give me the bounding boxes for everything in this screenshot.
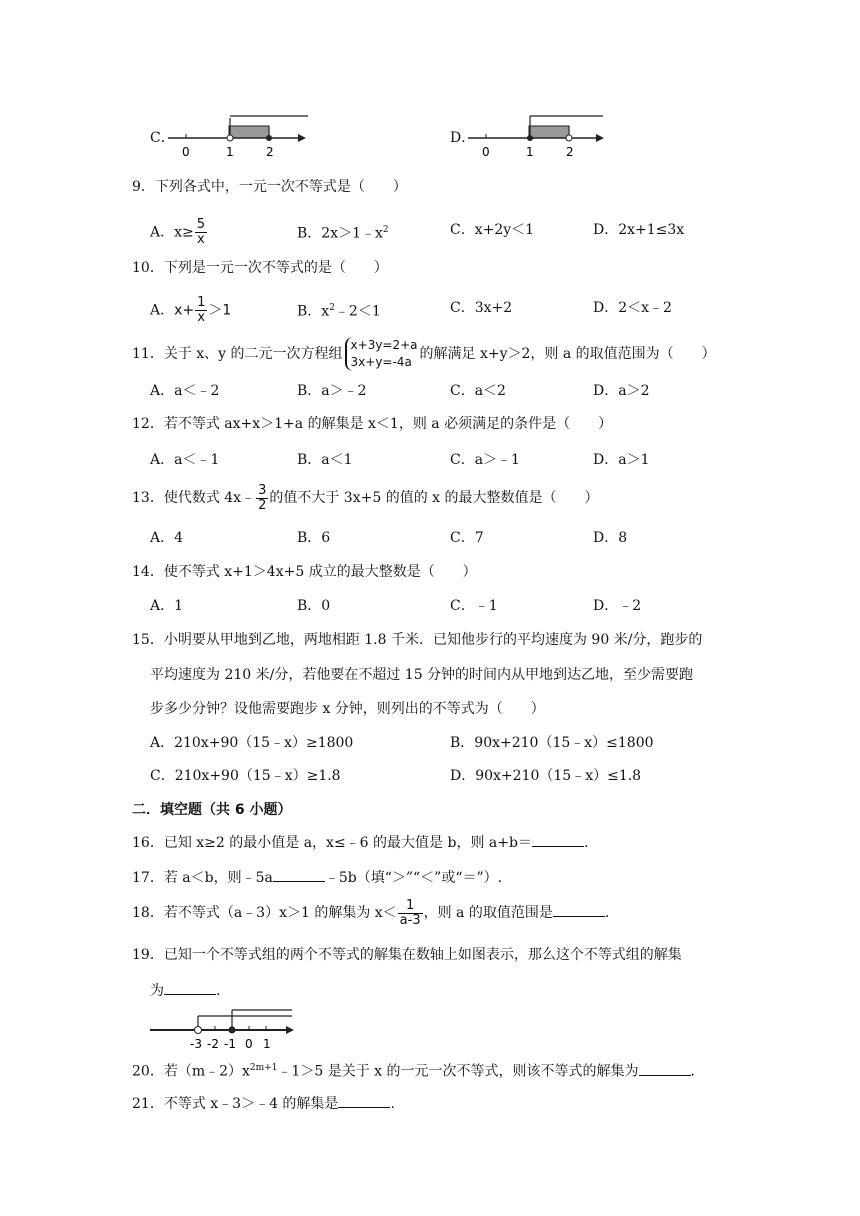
q10-a-fraction xyxy=(195,296,207,325)
q14-option-c: C．﹣1 xyxy=(450,598,498,614)
q8-option-d-label: D． xyxy=(450,130,476,146)
q20-end: . xyxy=(690,1063,695,1080)
q18-fraction xyxy=(398,899,423,928)
q15-line1: 15．小明要从甲地到乙地，两地相距 1.8 千米．已知他步行的平均速度为 90 米/分，跑步的 xyxy=(132,632,703,648)
q9-b-sup: 2 xyxy=(382,225,389,235)
q19-number-line xyxy=(150,1004,300,1054)
q13-fraction xyxy=(256,484,268,513)
q15-option-c: C．210x+90（15﹣x）≥1.8 xyxy=(150,768,341,784)
q10-option-c: C．3x+2 xyxy=(450,300,513,316)
q19-line2-text: 为 xyxy=(150,983,164,999)
q18-end: . xyxy=(604,905,610,921)
q18-text-post: ，则 a 的取值范围是 xyxy=(423,905,553,921)
q20-exponent: 2m+1 xyxy=(249,1063,278,1073)
q9-a-den: x xyxy=(197,232,205,247)
q21-end: . xyxy=(390,1096,395,1112)
q17-text: 17．若 a＜b，则﹣5a xyxy=(132,870,273,886)
q15-line2: 平均速度为 210 米/分，若他要在不超过 15 分钟的时间内从甲地到达乙地，至少需要跑 xyxy=(150,667,694,683)
q14-option-b: B．0 xyxy=(297,598,331,614)
q20 xyxy=(132,1058,695,1082)
q8c-tick-1: 1 xyxy=(226,145,234,159)
q8d-tick-1: 1 xyxy=(526,145,534,159)
q8d-tick-2: 2 xyxy=(566,145,574,159)
q8c-tick-2: 2 xyxy=(266,145,274,159)
q15-option-a: A．210x+90（15﹣x）≥1800 xyxy=(150,735,354,751)
q13-stem xyxy=(132,480,599,516)
q16-end: . xyxy=(583,835,589,851)
q12-stem: 12．若不等式 ax+x＞1+a 的解集是 x＜1，则 a 必须满足的条件是（ ） xyxy=(132,416,613,432)
q18 xyxy=(132,894,609,932)
q13-option-c: C．7 xyxy=(450,530,484,546)
q9-a-label: A． xyxy=(150,224,175,241)
q20-answer-blank[interactable] xyxy=(639,1061,691,1076)
q9-option-d: D．2x+1≤3x xyxy=(593,222,685,238)
q11-stem-pre: 11．关于 x、y 的二元一次方程组 xyxy=(132,346,343,362)
q9-option-b xyxy=(297,220,389,244)
q10-a-num: 1 xyxy=(197,295,206,310)
q19-tick-1: 1 xyxy=(263,1037,271,1051)
q10-option-b xyxy=(297,298,381,322)
section-title-fill-in: 二．填空题（共 6 小题） xyxy=(132,802,292,818)
q18-text: 18．若不等式（a﹣3）x＞1 的解集为 x＜ xyxy=(132,905,397,921)
q8-option-c-label: C． xyxy=(150,130,175,146)
q14-option-a: A．1 xyxy=(150,598,184,614)
q10-a-den: x xyxy=(197,310,206,325)
q18-den: a-3 xyxy=(399,912,421,928)
q19-answer-blank[interactable] xyxy=(164,980,216,995)
q17-answer-blank[interactable] xyxy=(273,867,325,882)
q20-text-mid: ﹣1＞5 是关于 x 的一元一次不等式，则该不等式的解集为 xyxy=(277,1063,639,1080)
q13-option-b: B．6 xyxy=(297,530,331,546)
q10-a-label: A． xyxy=(150,302,175,319)
q13-den: 2 xyxy=(258,497,267,513)
q8d-tick-0: 0 xyxy=(482,145,490,159)
q15-line3: 步多少分钟？设他需要跑步 x 分钟，则列出的不等式为（ ） xyxy=(150,701,545,717)
q10-b-label: B．x xyxy=(297,303,330,320)
q11-stem xyxy=(132,336,716,372)
q11-option-b: B．a＞﹣2 xyxy=(297,383,367,399)
q10-b-sup: 2 xyxy=(329,303,335,313)
q9-a-num: 5 xyxy=(196,217,206,232)
q9-stem: 9．下列各式中，一元一次不等式是（ ） xyxy=(132,179,407,195)
q11-option-d: D．a＞2 xyxy=(593,383,650,399)
q21-answer-blank[interactable] xyxy=(338,1093,390,1108)
q9-b-text: 2x＞1﹣x xyxy=(321,225,383,242)
q12-option-a: A．a＜﹣1 xyxy=(150,452,220,468)
q21 xyxy=(132,1093,395,1114)
q10-option-d: D．2＜x﹣2 xyxy=(593,300,672,316)
q15-option-d: D．90x+210（15﹣x）≤1.8 xyxy=(450,768,642,784)
q8-option-c-number-line xyxy=(168,108,308,160)
q11-eq1: x+3y=2+a xyxy=(350,338,418,352)
q16-text: 16．已知 x≥2 的最小值是 a，x≤﹣6 的最大值是 b，则 a+b＝ xyxy=(132,835,532,851)
q17-end: ﹣5b（填“＞”“＜”或“＝”）. xyxy=(324,870,503,886)
q10-stem: 10．下列是一元一次不等式的是（ ） xyxy=(132,260,388,276)
q13-option-d: D．8 xyxy=(593,530,628,546)
q9-a-fraction xyxy=(195,218,207,247)
q17 xyxy=(132,867,502,888)
q11-eq2: 3x+y=-4a xyxy=(350,355,412,369)
q12-option-d: D．a＞1 xyxy=(593,452,650,468)
q19-tick-neg3: -3 xyxy=(190,1037,202,1051)
q9-option-a xyxy=(150,218,208,247)
q19-end: . xyxy=(216,983,221,999)
q9-a-text: x≥ xyxy=(174,224,194,241)
q21-text: 21．不等式 x﹣3＞﹣4 的解集是 xyxy=(132,1096,339,1112)
q13-num: 3 xyxy=(258,482,267,498)
q16-answer-blank[interactable] xyxy=(532,832,584,847)
q13-option-a: A．4 xyxy=(150,530,184,546)
q20-text: 20．若（m﹣2）x xyxy=(132,1063,250,1080)
q12-option-c: C．a＞﹣1 xyxy=(450,452,520,468)
q8-option-d-number-line xyxy=(468,108,608,160)
q19-line1: 19．已知一个不等式组的两个不等式的解集在数轴上如图表示，那么这个不等式组的解集 xyxy=(132,947,682,963)
q14-stem: 14．使不等式 x+1＞4x+5 成立的最大整数是（ ） xyxy=(132,564,477,580)
q19-tick-neg2: -2 xyxy=(207,1037,219,1051)
q11-stem-post: 的解满足 x+y＞2，则 a 的取值范围为（ ） xyxy=(419,346,716,362)
q19-tick-0: 0 xyxy=(245,1037,253,1051)
q9-b-label: B． xyxy=(297,225,322,242)
q13-stem-pre: 13．使代数式 4x﹣ xyxy=(132,490,256,506)
q15-option-b: B．90x+210（15﹣x）≤1800 xyxy=(450,735,654,751)
q11-equation-system xyxy=(345,337,418,371)
q8c-tick-0: 0 xyxy=(182,145,190,159)
q10-b-post: ﹣2＜1 xyxy=(334,303,381,320)
q18-answer-blank[interactable] xyxy=(553,902,605,917)
q16 xyxy=(132,832,588,853)
q11-option-a: A．a＜﹣2 xyxy=(150,383,220,399)
q10-a-pre: x+ xyxy=(174,302,195,319)
q9-option-c: C．x+2y＜1 xyxy=(450,222,535,238)
q11-option-c: C．a＜2 xyxy=(450,383,506,399)
q14-option-d: D．﹣2 xyxy=(593,598,642,614)
q12-option-b: B．a＜1 xyxy=(297,452,353,468)
q13-stem-post: 的值不大于 3x+5 的值的 x 的最大整数值是（ ） xyxy=(269,490,599,506)
q19-line2 xyxy=(150,980,220,1001)
q18-num: 1 xyxy=(398,899,423,914)
q10-a-post: ＞1 xyxy=(208,302,232,319)
q10-option-a xyxy=(150,296,231,325)
q19-tick-neg1: -1 xyxy=(224,1037,236,1051)
